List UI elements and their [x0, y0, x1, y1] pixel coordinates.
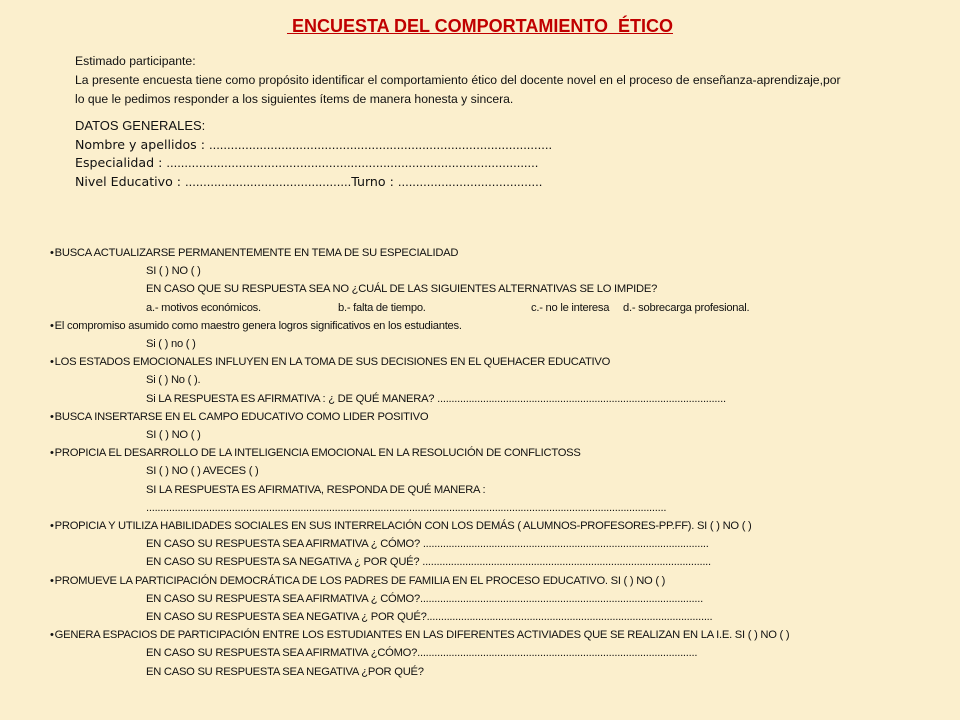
answer-options-1[interactable]: SI ( ) NO ( ) [146, 265, 201, 278]
name-field[interactable] [75, 136, 552, 155]
question-5: • PROPICIA EL DESARROLLO DE LA INTELIGENCIA EMOCIONAL EN LA RESOLUCIÓN DE CONFLICTOSS [50, 444, 930, 462]
level-turn-field[interactable] [75, 173, 552, 192]
intro-text [75, 52, 935, 109]
answer-options-4[interactable]: SI ( ) NO ( ) [146, 429, 201, 442]
question-6: • PROPICIA Y UTILIZA HABILIDADES SOCIALES EN SUS INTERRELACIÓN CON LOS DEMÁS ( ALUMNOS-PROFESORES-PP.FF). SI ( ) NO ( ) [50, 517, 930, 535]
answer-line-5[interactable]: ...................................................................................................................................................................................... [146, 501, 667, 514]
followup-8-yes[interactable]: EN CASO SU RESPUESTA SEA AFIRMATIVA ¿CÓMO?.................................................................................................. [146, 647, 698, 660]
followup-6-no[interactable]: EN CASO SU RESPUESTA SA NEGATIVA ¿ POR QUÉ? ..................................................................................................... [146, 556, 711, 569]
question-1: • BUSCA ACTUALIZARSE PERMANENTEMENTE EN TEMA DE SU ESPECIALIDAD [50, 244, 930, 262]
followup-6-yes[interactable]: EN CASO SU RESPUESTA SEA AFIRMATIVA ¿ CÓMO? .................................................................................................... [146, 538, 709, 551]
specialty-field[interactable] [75, 154, 552, 173]
turn-dots: ........................................ [397, 173, 543, 189]
specialty-label: Especialidad : [75, 155, 167, 170]
alternatives-1 [50, 299, 930, 317]
alternative-c[interactable]: c.- no le interesa [531, 301, 610, 314]
answer-options-3[interactable]: Si ( ) No ( ). [146, 374, 201, 387]
specialty-dots: ....................................................................................................... [166, 155, 539, 170]
followup-1: EN CASO QUE SU RESPUESTA SEA NO ¿CUÁL DE LAS SIGUIENTES ALTERNATIVAS SE LO IMPIDE? [146, 283, 658, 296]
survey-items [50, 244, 930, 681]
answer-options-5[interactable]: SI ( ) NO ( ) AVECES ( ) [146, 465, 259, 478]
page-title: ENCUESTA DEL COMPORTAMIENTO ÉTICO [286, 16, 673, 36]
answer-options-2[interactable]: Si ( ) no ( ) [146, 338, 196, 351]
alternative-b[interactable]: b.- falta de tiempo. [338, 301, 426, 314]
followup-7-yes[interactable]: EN CASO SU RESPUESTA SEA AFIRMATIVA ¿ CÓMO?................................................................................................... [146, 592, 703, 605]
question-2: • El compromiso asumido como maestro genera logros significativos en los estudiantes. [50, 317, 930, 335]
question-7: • PROMUEVE LA PARTICIPACIÓN DEMOCRÁTICA DE LOS PADRES DE FAMILIA EN EL PROCESO EDUCATIVO. SI ( ) NO ( ) [50, 572, 930, 590]
name-dots: ............................................................................................... [208, 136, 553, 152]
followup-3[interactable]: Si LA RESPUESTA ES AFIRMATIVA : ¿ DE QUÉ MANERA? ..................................................................................................... [146, 392, 726, 405]
alternative-d[interactable]: d.- sobrecarga profesional. [623, 301, 750, 314]
question-4: • BUSCA INSERTARSE EN EL CAMPO EDUCATIVO COMO LIDER POSITIVO [50, 408, 930, 426]
followup-7-no[interactable]: EN CASO SU RESPUESTA SEA NEGATIVA ¿ POR QUÉ?.................................................................................................... [146, 611, 713, 624]
general-heading: DATOS GENERALES: [75, 118, 206, 133]
intro-greeting: Estimado participante: [75, 54, 196, 68]
level-dots: .............................................. [185, 173, 352, 189]
name-label: Nombre y apellidos : [75, 136, 209, 152]
question-8: • GENERA ESPACIOS DE PARTICIPACIÓN ENTRE LOS ESTUDIANTES EN LAS DIFERENTES ACTIVIADES QUE SE REALIZAN EN LA I.E. SI ( ) NO ( ) [50, 626, 930, 644]
level-label: Nivel Educativo : [75, 173, 186, 189]
alternative-a[interactable]: a.- motivos económicos. [146, 301, 261, 314]
general-data-section [75, 117, 552, 191]
intro-line-2: lo que le pedimos responder a los siguientes ítems de manera honesta y sincera. [75, 92, 514, 106]
turn-label: Turno : [351, 173, 398, 189]
followup-5: SI LA RESPUESTA ES AFIRMATIVA, RESPONDA DE QUÉ MANERA : [146, 483, 486, 496]
followup-8-no[interactable]: EN CASO SU RESPUESTA SEA NEGATIVA ¿POR QUÉ? [146, 665, 424, 678]
question-3: • LOS ESTADOS EMOCIONALES INFLUYEN EN LA TOMA DE SUS DECISIONES EN EL QUEHACER EDUCATIVO [50, 353, 930, 371]
intro-line-1: La presente encuesta tiene como propósito identificar el comportamiento ético del docente novel en el proceso de enseñanza-aprendizaje,por [75, 73, 841, 87]
